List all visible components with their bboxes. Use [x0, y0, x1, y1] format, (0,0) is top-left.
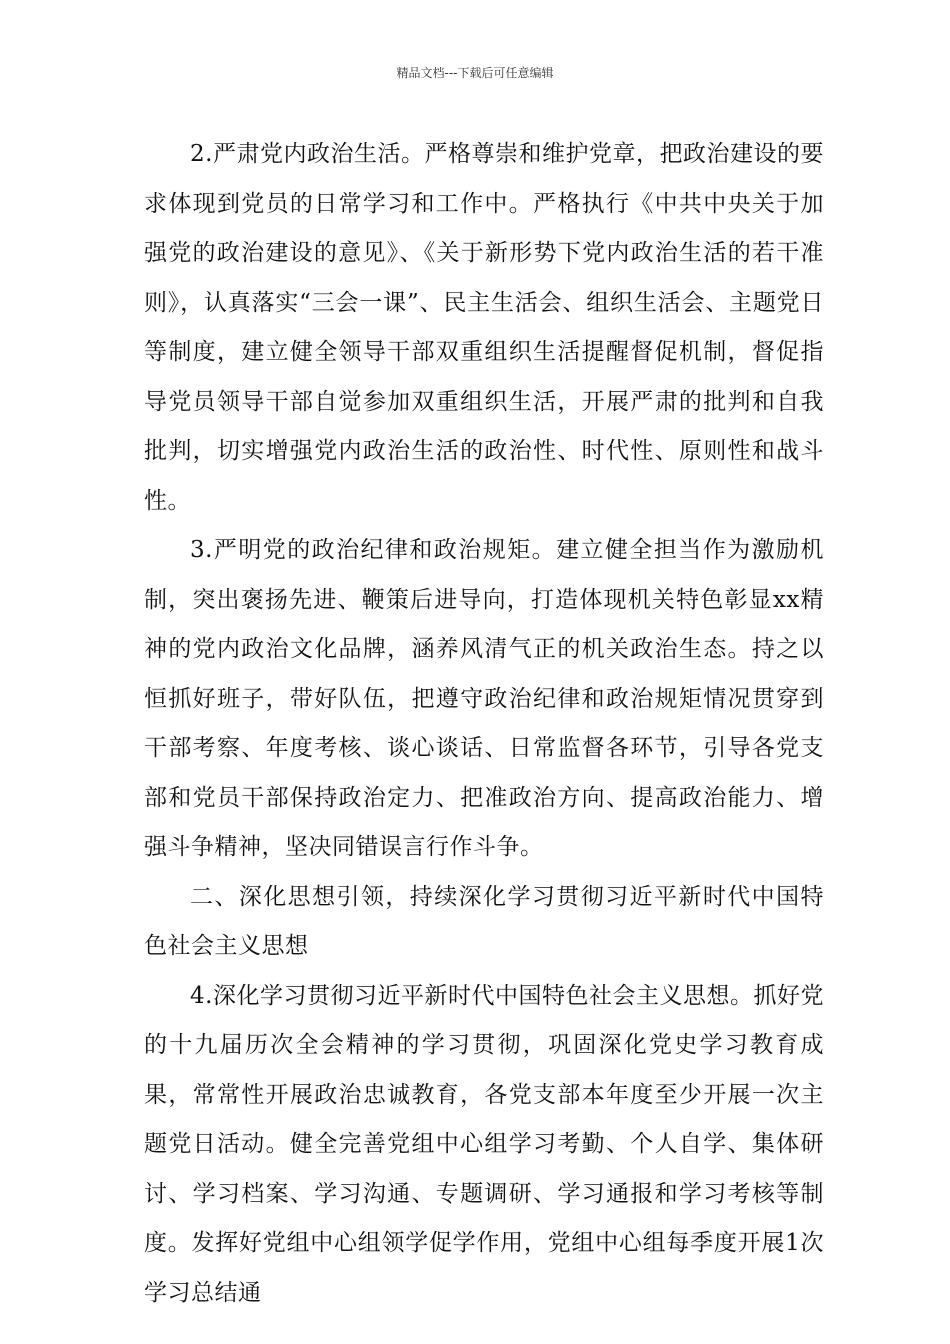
- paragraph-3-political-discipline: 3.严明党的政治纪律和政治规矩。建立健全担当作为激励机制，突出褒扬先进、鞭策后进导向，打造体现机关特色彰显xx精神的党内政治文化品牌，涵养风清气正的机关政治生态。持之以恒抓好班子，带好队伍，把遵守政治纪律和政治规矩情况贯穿到干部考察、年度考核、谈心谈话、日常监督各环节，引导各党支部和党员干部保持政治定力、把准政治方向、提高政治能力、增强斗争精神，坚决同错误言行作斗争。: [144, 537, 824, 860]
- document-body: [144, 130, 824, 1318]
- paragraph-4-study-thought: 4.深化学习贯彻习近平新时代中国特色社会主义思想。抓好党的十九届历次全会精神的学习贯彻，巩固深化党史学习教育成果，常常性开展政治忠诚教育，各党支部本年度至少开展一次主题党日活动。健全完善党组中心组学习考勤、个人自学、集体研讨、学习档案、学习沟通、专题调研、学习通报和学习考核等制度。发挥好党组中心组领学促学作用，党组中心组每季度开展1次学习总结通: [144, 982, 824, 1306]
- page-header: 精品文档---下载后可任意编辑: [396, 66, 554, 80]
- paragraph-2-political-life: 2.严肃党内政治生活。严格尊崇和维护党章，把政治建设的要求体现到党员的日常学习和工作中。严格执行《中共中央关于加强党的政治建设的意见》、《关于新形势下党内政治生活的若干准则》，认真落实“三会一课”、民主生活会、组织生活会、主题党日等制度，建立健全领导干部双重组织生活提醒督促机制，督促指导党员领导干部自觉参加双重组织生活，开展严肃的批判和自我批判，切实增强党内政治生活的政治性、时代性、原则性和战斗性。: [144, 141, 824, 514]
- section-heading-2: 二、深化思想引领，持续深化学习贯彻习近平新时代中国特色社会主义思想: [144, 883, 824, 959]
